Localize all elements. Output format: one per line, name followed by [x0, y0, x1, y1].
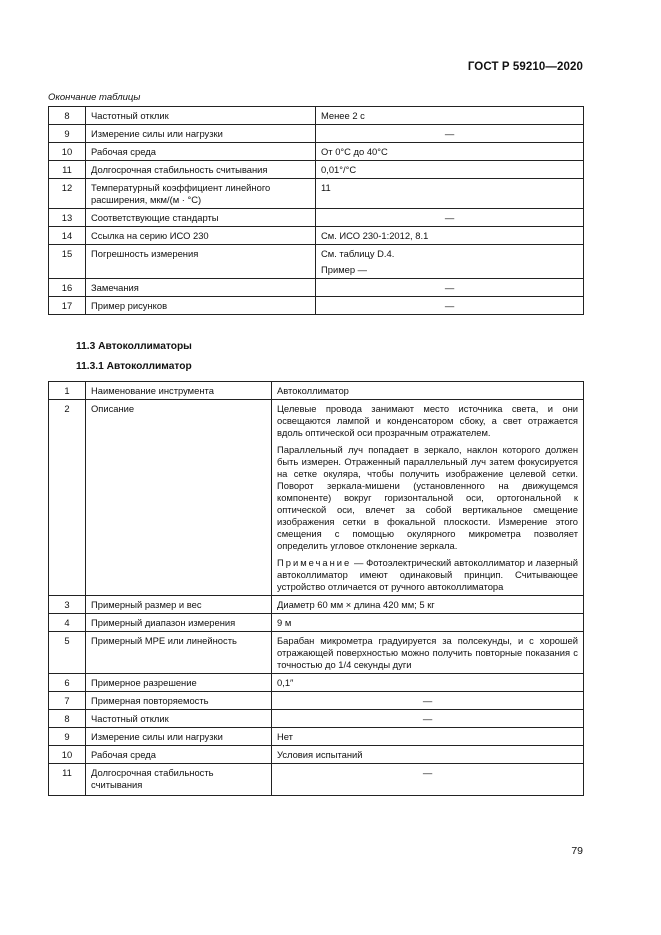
row-parameter: Примерная повторяемость	[86, 692, 272, 710]
table-row	[49, 674, 584, 692]
page-number: 79	[571, 845, 583, 857]
table-row	[49, 107, 584, 125]
table-continuation-note: Окончание таблицы	[48, 92, 141, 103]
row-value: —	[272, 692, 584, 710]
row-parameter: Долгосрочная стабильность считывания	[86, 764, 272, 796]
description-note	[277, 557, 578, 593]
table-row	[49, 279, 584, 297]
row-number: 15	[49, 245, 86, 279]
table-row	[49, 209, 584, 227]
row-parameter: Соответствующие стандарты	[86, 209, 316, 227]
row-value	[272, 400, 584, 596]
row-value-line: Пример —	[321, 264, 368, 275]
row-number: 16	[49, 279, 86, 297]
row-parameter: Примерный МРЕ или линейность	[86, 632, 272, 674]
row-parameter: Температурный коэффициент линейного расширения, мкм/(м · °С)	[86, 179, 316, 209]
table-continuation	[48, 106, 584, 315]
row-parameter: Частотный отклик	[86, 107, 316, 125]
row-parameter: Примерное разрешение	[86, 674, 272, 692]
table-row	[49, 382, 584, 400]
table-row	[49, 143, 584, 161]
row-parameter: Примерный диапазон измерения	[86, 614, 272, 632]
table-row	[49, 179, 584, 209]
row-parameter: Рабочая среда	[86, 746, 272, 764]
row-parameter: Описание	[86, 400, 272, 596]
table-row	[49, 632, 584, 674]
description-paragraph: Параллельный луч попадает в зеркало, наклон которого должен быть измерен. Отраженный параллельный луч затем фокусируется на сетке окуляра, чтобы получить изображение целевой сетки. Поворот зеркала-мишени (установленного на движущемся компоненте) вокруг горизонтальной оси, ортогональной к оптической оси, влечет за собой вертикальное смещение изображения сетки в фокальной плоскости. Измерение этого смещения с помощью окулярного микрометра позволяет определить угловое отклонение зеркала.	[277, 444, 578, 551]
row-parameter: Ссылка на серию ИСО 230	[86, 227, 316, 245]
table-row	[49, 746, 584, 764]
table-row	[49, 227, 584, 245]
row-value: От 0°С до 40°С	[316, 143, 584, 161]
description-paragraph: Целевые провода занимают место источника света, и они освещаются лампой и конденсатором сбоку, а свет отражается вдоль оптической оси прозрачным отражателем.	[277, 403, 578, 438]
table-autocollimator	[48, 381, 584, 796]
row-value-line: См. таблицу D.4.	[321, 248, 395, 259]
subsection-heading: 11.3.1 Автоколлиматор	[76, 361, 192, 372]
row-parameter: Погрешность измерения	[86, 245, 316, 279]
row-number: 1	[49, 382, 86, 400]
row-value	[316, 245, 584, 279]
row-parameter: Частотный отклик	[86, 710, 272, 728]
table-row	[49, 245, 584, 279]
row-value: 11	[316, 179, 584, 209]
row-value: —	[316, 279, 584, 297]
table-row	[49, 400, 584, 596]
row-value: Условия испытаний	[272, 746, 584, 764]
row-number: 12	[49, 179, 86, 209]
row-number: 10	[49, 143, 86, 161]
table-row	[49, 297, 584, 315]
row-number: 8	[49, 710, 86, 728]
row-number: 11	[49, 161, 86, 179]
table-row	[49, 125, 584, 143]
row-parameter: Измерение силы или нагрузки	[86, 728, 272, 746]
table-row	[49, 161, 584, 179]
table-row	[49, 710, 584, 728]
row-number: 9	[49, 125, 86, 143]
row-parameter: Измерение силы или нагрузки	[86, 125, 316, 143]
row-value: См. ИСО 230-1:2012, 8.1	[316, 227, 584, 245]
row-number: 6	[49, 674, 86, 692]
row-number: 8	[49, 107, 86, 125]
row-value	[272, 632, 584, 674]
section-heading: 11.3 Автоколлиматоры	[76, 341, 192, 352]
row-value: 0,1″	[272, 674, 584, 692]
row-value-text: Барабан микрометра градуируется за полсекунды, и с хорошей отражающей поверхностью можно получить повторные показания с точностью до 1/4 секунды дуги	[277, 635, 578, 670]
table-row	[49, 614, 584, 632]
row-number: 10	[49, 746, 86, 764]
row-number: 17	[49, 297, 86, 315]
row-value: —	[272, 710, 584, 728]
row-value: —	[316, 297, 584, 315]
row-number: 3	[49, 596, 86, 614]
row-number: 2	[49, 400, 86, 596]
row-number: 14	[49, 227, 86, 245]
table-row	[49, 728, 584, 746]
row-value: —	[316, 209, 584, 227]
row-value: Автоколлиматор	[272, 382, 584, 400]
row-number: 5	[49, 632, 86, 674]
note-text: — Фотоэлектрический автоколлиматор и лазерный автоколлиматор имеют одинаковый принцип. Считывающее устройство отличается от ручного автоколлиматора	[277, 557, 578, 592]
row-parameter: Пример рисунков	[86, 297, 316, 315]
row-value: Нет	[272, 728, 584, 746]
row-value: Диаметр 60 мм × длина 420 мм; 5 кг	[272, 596, 584, 614]
row-value: Менее 2 с	[316, 107, 584, 125]
row-value: 0,01°/°С	[316, 161, 584, 179]
row-parameter: Примерный размер и вес	[86, 596, 272, 614]
row-value: 9 м	[272, 614, 584, 632]
table-row	[49, 692, 584, 710]
row-value: —	[316, 125, 584, 143]
row-number: 9	[49, 728, 86, 746]
row-parameter: Замечания	[86, 279, 316, 297]
row-parameter: Долгосрочная стабильность считывания	[86, 161, 316, 179]
row-parameter: Рабочая среда	[86, 143, 316, 161]
row-parameter: Наименование инструмента	[86, 382, 272, 400]
note-label: Примечание	[277, 557, 352, 568]
document-header: ГОСТ Р 59210—2020	[467, 61, 583, 73]
table-row	[49, 596, 584, 614]
row-number: 11	[49, 764, 86, 796]
row-number: 4	[49, 614, 86, 632]
table-row	[49, 764, 584, 796]
row-number: 7	[49, 692, 86, 710]
row-number: 13	[49, 209, 86, 227]
row-value: —	[272, 764, 584, 796]
